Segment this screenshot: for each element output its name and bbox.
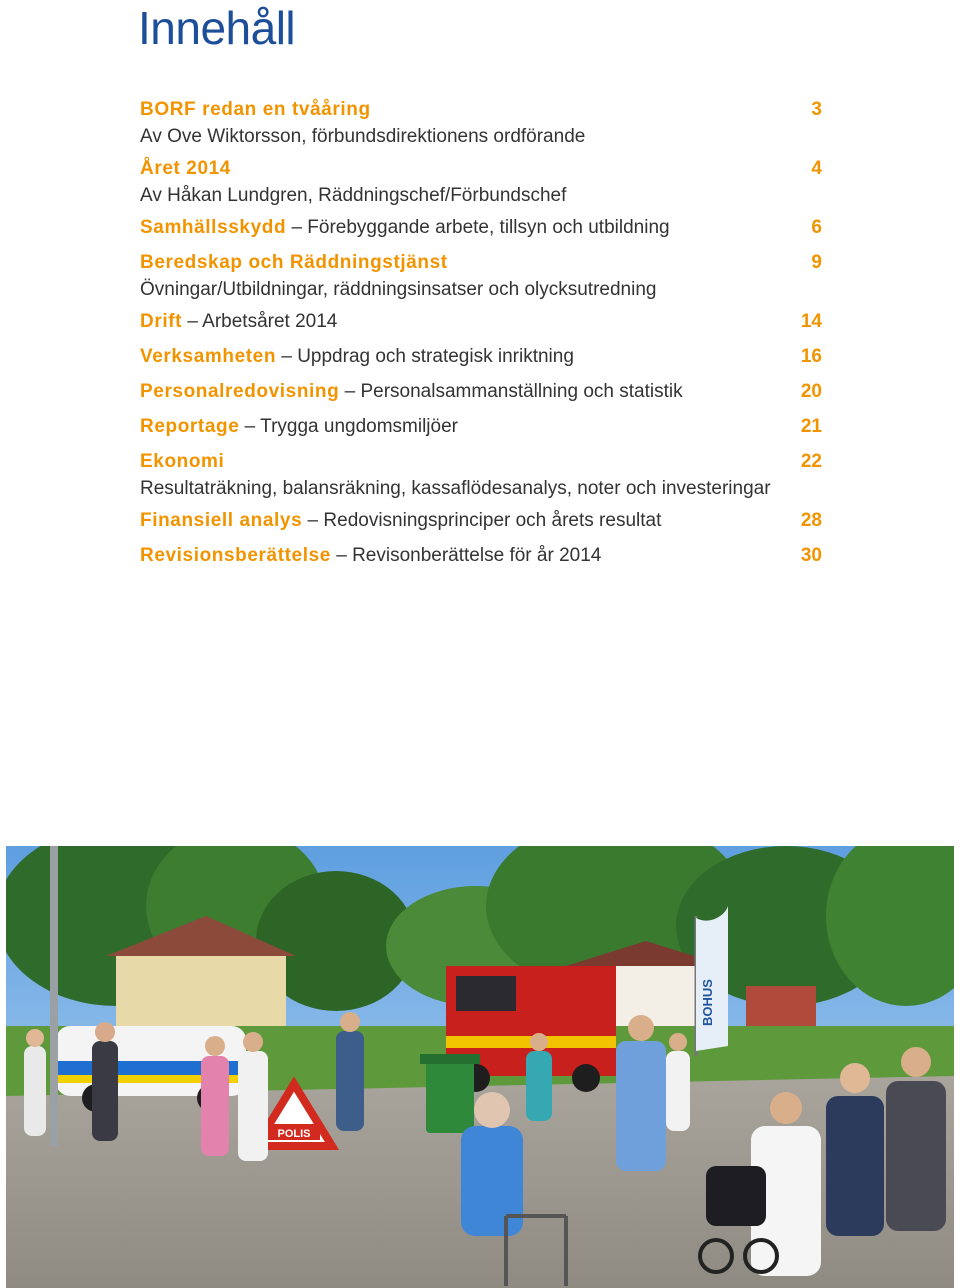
toc-entry-page: 9	[811, 252, 822, 273]
toc-entry-subtitle: Av Håkan Lundgren, Räddningschef/Förbundschef	[140, 185, 567, 206]
toc-entry[interactable]	[140, 98, 822, 149]
toc-entry-page: 14	[800, 311, 822, 332]
toc-entry-page: 30	[800, 545, 822, 566]
sign-text: POLIS	[277, 1128, 311, 1140]
toc-entry-description: Redovisningsprinciper och årets resultat	[323, 510, 662, 531]
toc-entry-title: Beredskap och Räddningstjänst	[140, 252, 448, 273]
toc-entry-title: Drift	[140, 311, 183, 332]
toc-entry-page: 28	[800, 510, 822, 531]
toc-entry-title: Samhällsskydd	[140, 217, 287, 238]
toc-entry-subtitle: Övningar/Utbildningar, räddningsinsatser och olycksutredning	[140, 279, 657, 300]
toc-entry-page: 3	[811, 99, 822, 120]
toc-entry-title: BORF redan en tvååring	[140, 99, 371, 120]
toc-entry[interactable]	[140, 157, 822, 208]
toc-entry-description: Förebyggande arbete, tillsyn och utbildning	[307, 217, 670, 238]
toc-entry-title: Året 2014	[140, 158, 231, 179]
page-title: Innehåll	[138, 2, 296, 54]
toc-entry[interactable]: Revisionsberättelse – Revisonberättelse för år 2014 30	[140, 545, 822, 566]
toc-entry-page: 20	[800, 381, 822, 402]
toc-entry-page: 4	[811, 158, 822, 179]
toc-entry-page: 16	[800, 346, 822, 367]
toc-entry[interactable]: Personalredovisning – Personalsammanställning och statistik 20	[140, 381, 822, 402]
toc-entry-description: Arbetsåret 2014	[202, 311, 338, 332]
toc-entry[interactable]	[140, 450, 822, 501]
toc-entry[interactable]: Finansiell analys – Redovisningsprinciper och årets resultat 28	[140, 510, 822, 531]
toc-entry-page: 21	[800, 416, 822, 437]
toc-entry[interactable]	[140, 251, 822, 302]
toc-entry[interactable]: Samhällsskydd – Förebyggande arbete, tillsyn och utbildning 6	[140, 217, 822, 238]
banner-text: BOHUS	[700, 979, 715, 1026]
toc-entry-title: Finansiell analys	[140, 510, 303, 531]
toc-entry-description: Trygga ungdomsmiljöer	[260, 416, 458, 437]
toc-entry-title: Ekonomi	[140, 451, 225, 472]
toc-entry-description: Uppdrag och strategisk inriktning	[297, 346, 574, 367]
table-of-contents	[140, 98, 822, 568]
green-bin	[420, 1054, 480, 1133]
bohus-banner	[696, 906, 728, 1056]
toc-entry-description: Personalsammanställning och statistik	[360, 381, 683, 402]
toc-entry-page: 22	[800, 451, 822, 472]
toc-entry-title: Reportage	[140, 416, 240, 437]
toc-entry-title: Revisionsberättelse	[140, 545, 331, 566]
lamp-post	[50, 846, 58, 1146]
toc-entry-subtitle: Resultaträkning, balansräkning, kassaflödesanalys, noter och investeringar	[140, 478, 771, 499]
event-photo	[6, 846, 954, 1288]
toc-entry-description: Revisonberättelse för år 2014	[352, 545, 602, 566]
toc-entry-title: Personalredovisning	[140, 381, 340, 402]
toc-entry-page: 6	[811, 217, 822, 238]
toc-entry[interactable]: Reportage – Trygga ungdomsmiljöer 21	[140, 416, 822, 437]
toc-entry[interactable]: Verksamheten – Uppdrag och strategisk inriktning 16	[140, 346, 822, 367]
toc-entry-subtitle: Av Ove Wiktorsson, förbundsdirektionens ordförande	[140, 126, 586, 147]
toc-entry[interactable]: Drift – Arbetsåret 2014 14	[140, 311, 822, 332]
toc-entry-title: Verksamheten	[140, 346, 277, 367]
